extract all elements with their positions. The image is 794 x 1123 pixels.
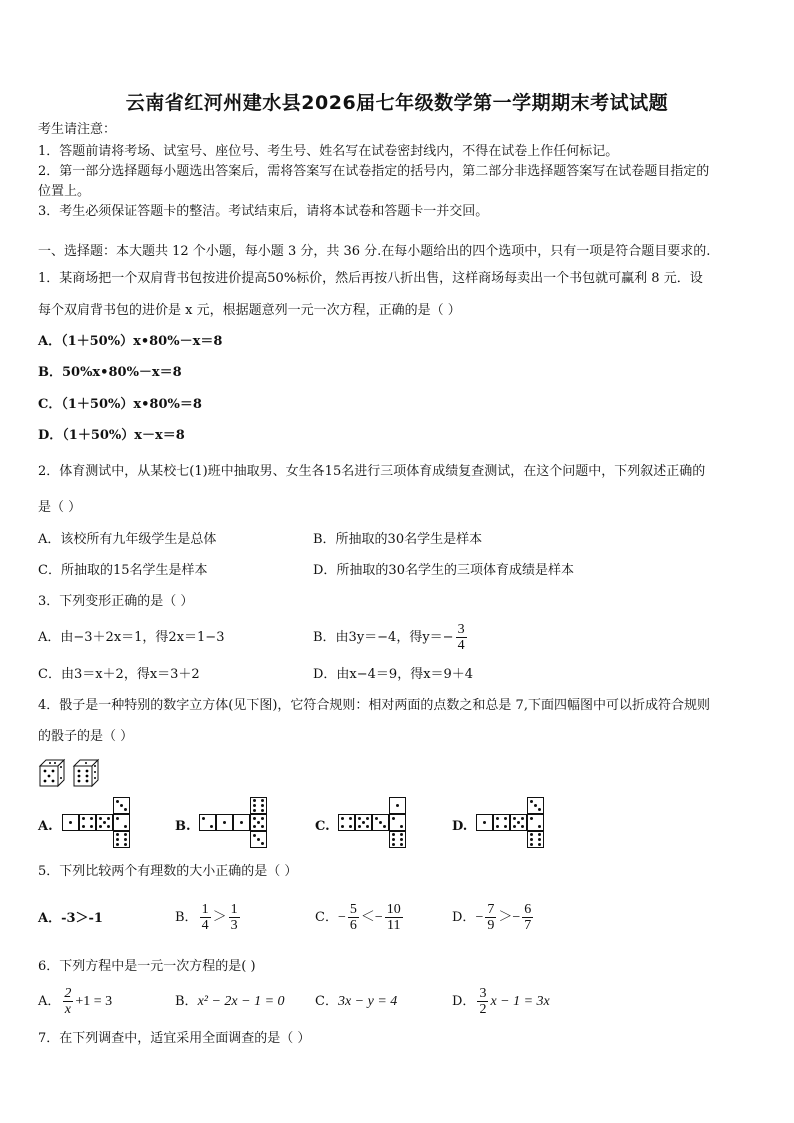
dice-pip bbox=[253, 804, 256, 807]
q6-option-a bbox=[38, 983, 112, 1021]
dice-pip bbox=[538, 825, 541, 828]
dice-pip bbox=[538, 843, 541, 846]
dice-pip bbox=[261, 799, 264, 802]
dice-pip bbox=[82, 825, 85, 828]
fraction-numerator: 1 bbox=[201, 902, 209, 917]
dice-pip bbox=[253, 834, 256, 837]
dice-pip bbox=[400, 833, 403, 836]
q1-option-a: A．（1＋50%）x•80%－x＝8 bbox=[38, 334, 223, 349]
dice-face bbox=[62, 814, 79, 831]
dice-pip bbox=[530, 817, 533, 820]
dice-pip bbox=[116, 838, 119, 841]
dice-face bbox=[79, 814, 96, 831]
dice-face bbox=[113, 831, 130, 848]
dice-pip bbox=[116, 817, 119, 820]
equation-rest: +1 = 3 bbox=[75, 994, 113, 1009]
fraction-numerator: 7 bbox=[487, 902, 495, 917]
q3-option-d: D．由x−4＝9，得x＝9＋4 bbox=[313, 667, 474, 682]
dice-pip bbox=[400, 825, 403, 828]
q2-stem: 2．体育测试中，从某校七(1)班中抽取男、女生各15名进行三项体育成绩复查测试，在这个问题中，下列叙述正确的 bbox=[38, 464, 706, 479]
dice-face bbox=[199, 814, 216, 831]
fraction-denominator: 6 bbox=[349, 918, 357, 933]
notice-item-2: 2．第一部分选择题每小题选出答案后，需将答案写在试卷指定的括号内，第二部分非选择题答案写在试卷题目指定的 bbox=[38, 164, 710, 179]
dice-pip bbox=[116, 833, 119, 836]
dice-pip bbox=[107, 817, 110, 820]
fraction-denominator: x bbox=[64, 1002, 71, 1017]
q6-option-b-label: B． bbox=[175, 994, 198, 1009]
q2-option-c: C．所抽取的15名学生是样本 bbox=[38, 563, 208, 578]
dice-pip bbox=[202, 817, 205, 820]
dice-example-1 bbox=[38, 758, 66, 788]
q6-option-b bbox=[175, 993, 285, 1010]
dice-pip bbox=[124, 808, 127, 811]
dice-pip bbox=[358, 817, 361, 820]
dice-pip bbox=[366, 817, 369, 820]
dice-pip bbox=[521, 817, 524, 820]
q3-option-b-fraction bbox=[456, 622, 467, 653]
dice-pip bbox=[349, 817, 352, 820]
dice-face bbox=[527, 831, 544, 848]
q5-option-b bbox=[175, 899, 242, 937]
dice-pip bbox=[383, 825, 386, 828]
q3-option-b-text: B．由3y＝−4，得y＝− bbox=[313, 630, 454, 645]
fraction-numerator: 1 bbox=[230, 902, 238, 917]
dice-pip bbox=[358, 825, 361, 828]
dice-pip bbox=[392, 843, 395, 846]
q5-option-b-label: B． bbox=[175, 910, 198, 925]
dice-pip bbox=[116, 843, 119, 846]
q6-option-a-label: A． bbox=[38, 994, 61, 1009]
dice-pip bbox=[82, 817, 85, 820]
dice-pip bbox=[253, 809, 256, 812]
q4-option-b-label: B. bbox=[175, 819, 191, 834]
dice-pip bbox=[90, 817, 93, 820]
equation: 3x − y = 4 bbox=[337, 994, 398, 1009]
dice-face bbox=[250, 797, 267, 814]
q5-option-a: A．-3＞-1 bbox=[38, 911, 103, 926]
fraction-denominator: 4 bbox=[457, 638, 465, 653]
q5-option-d-label: D． bbox=[452, 910, 476, 925]
dice-pip bbox=[521, 825, 524, 828]
dice-pip bbox=[107, 825, 110, 828]
fraction-denominator: 3 bbox=[230, 918, 238, 933]
dice-pip bbox=[253, 799, 256, 802]
dice-pip bbox=[210, 825, 213, 828]
q3-option-b bbox=[313, 620, 469, 656]
dice-pip bbox=[103, 821, 106, 824]
dice-pip bbox=[513, 825, 516, 828]
dice-face bbox=[372, 814, 389, 831]
dice-pip bbox=[341, 817, 344, 820]
q1-option-c: C．（1＋50%）x•80%＝8 bbox=[38, 397, 202, 412]
fraction-numerator: 3 bbox=[479, 986, 487, 1001]
dice-pip bbox=[538, 838, 541, 841]
dice-face bbox=[250, 831, 267, 848]
dice-pip bbox=[530, 843, 533, 846]
fraction-denominator: 7 bbox=[524, 918, 532, 933]
comparison-sign: ＞ bbox=[212, 910, 227, 925]
equation: x² − 2x − 1 = 0 bbox=[197, 994, 285, 1009]
fraction-denominator: 2 bbox=[479, 1002, 487, 1017]
dice-pip bbox=[99, 825, 102, 828]
dice-face bbox=[510, 814, 527, 831]
q5-option-c: C．− $\frac{5}{6}$ ＜− $\frac{10}{11}$ bbox=[315, 902, 401, 933]
q6-option-d bbox=[452, 983, 550, 1021]
dice-face bbox=[113, 797, 130, 814]
dice-pip bbox=[496, 825, 499, 828]
dice-pip bbox=[116, 800, 119, 803]
notice-heading: 考生请注意： bbox=[38, 122, 117, 137]
dice-pip bbox=[240, 821, 243, 824]
q3-stem: 3．下列变形正确的是（ ） bbox=[38, 594, 194, 609]
dice-face bbox=[338, 814, 355, 831]
dice-pip bbox=[538, 808, 541, 811]
q5-stem: 5．下列比较两个有理数的大小正确的是（ ） bbox=[38, 864, 298, 879]
dice-pip bbox=[261, 804, 264, 807]
dice-pip bbox=[534, 804, 537, 807]
comparison-sign: ＜ bbox=[360, 910, 375, 925]
q2-option-b: B．所抽取的30名学生是样本 bbox=[313, 532, 483, 547]
fraction-denominator: 4 bbox=[201, 918, 209, 933]
dice-pip bbox=[90, 825, 93, 828]
dice-pip bbox=[400, 838, 403, 841]
fraction-numerator: 10 bbox=[386, 902, 401, 917]
dice-pip bbox=[504, 825, 507, 828]
dice-pip bbox=[392, 833, 395, 836]
dice-pip bbox=[362, 821, 365, 824]
fraction-numerator: 6 bbox=[524, 902, 532, 917]
dice-face bbox=[389, 797, 406, 814]
dice-pip bbox=[375, 817, 378, 820]
dice-pip bbox=[257, 838, 260, 841]
q5-option-d: D．− $\frac{7}{9}$ ＞− $\frac{6}{7}$ bbox=[452, 902, 532, 933]
q2-option-a: A．该校所有九年级学生是总体 bbox=[38, 532, 217, 547]
q5-option-c-label: C． bbox=[315, 910, 338, 925]
section-heading: 一、选择题：本大题共 12 个小题，每小题 3 分，共 36 分.在每小题给出的四个选项中，只有一项是符合题目要求的. bbox=[38, 244, 711, 259]
q6-stem: 6．下列方程中是一元一次方程的是( ) bbox=[38, 959, 256, 974]
dice-pip bbox=[504, 817, 507, 820]
dice-face bbox=[250, 814, 267, 831]
comparison-sign: ＞ bbox=[498, 910, 513, 925]
dice-pip bbox=[261, 825, 264, 828]
dice-face bbox=[96, 814, 113, 831]
dice-pip bbox=[483, 821, 486, 824]
dice-pip bbox=[341, 825, 344, 828]
dice-face bbox=[527, 814, 544, 831]
q2-stem-cont: 是（ ） bbox=[38, 500, 82, 515]
fraction-numerator: 2 bbox=[64, 986, 72, 1001]
dice-pip bbox=[538, 833, 541, 836]
q4-option-d-label: D. bbox=[452, 819, 468, 834]
fraction-denominator: 9 bbox=[487, 918, 495, 933]
q4-stem-cont: 的骰子的是（ ） bbox=[38, 729, 134, 744]
dice-pip bbox=[366, 825, 369, 828]
dice-face bbox=[389, 831, 406, 848]
fraction-denominator: 11 bbox=[387, 918, 401, 933]
dice-face bbox=[113, 814, 130, 831]
dice-pip bbox=[349, 825, 352, 828]
q6-option-c-label: C． bbox=[315, 994, 338, 1009]
dice-pip bbox=[513, 817, 516, 820]
dice-pip bbox=[120, 804, 123, 807]
dice-pip bbox=[261, 817, 264, 820]
dice-pip bbox=[400, 843, 403, 846]
dice-face bbox=[389, 814, 406, 831]
dice-pip bbox=[517, 821, 520, 824]
dice-pip bbox=[223, 821, 226, 824]
dice-pip bbox=[379, 821, 382, 824]
q1-stem: 1．某商场把一个双肩背书包按进价提高50%标价，然后再按八折出售，这样商场每卖出一个书包就可赢利 8 元．设 bbox=[38, 271, 703, 286]
notice-item-2-cont: 位置上。 bbox=[38, 184, 91, 199]
q2-option-d: D．所抽取的30名学生的三项体育成绩是样本 bbox=[313, 563, 574, 578]
dice-pip bbox=[253, 817, 256, 820]
dice-pip bbox=[396, 804, 399, 807]
dice-pip bbox=[392, 817, 395, 820]
q1-option-d: D．（1＋50%）x－x＝8 bbox=[38, 428, 185, 443]
q6-option-d-label: D． bbox=[452, 994, 476, 1009]
dice-face bbox=[216, 814, 233, 831]
dice-pip bbox=[261, 809, 264, 812]
q1-stem-cont: 每个双肩背书包的进价是 x 元，根据题意列一元一次方程，正确的是（ ） bbox=[38, 303, 461, 318]
dice-example-2 bbox=[72, 758, 100, 788]
dice-pip bbox=[530, 833, 533, 836]
dice-pip bbox=[253, 825, 256, 828]
page-title: 云南省红河州建水县2026届七年级数学第一学期期末考试试题 bbox=[125, 92, 669, 114]
dice-pip bbox=[69, 821, 72, 824]
q3-option-a: A．由−3＋2x＝1，得2x＝1−3 bbox=[38, 630, 225, 645]
notice-item-1: 1．答题前请将考场、试室号、座位号、考生号、姓名写在试卷密封线内，不得在试卷上作任何标记。 bbox=[38, 144, 619, 159]
fraction-numerator: 5 bbox=[349, 902, 357, 917]
dice-pip bbox=[530, 838, 533, 841]
dice-pip bbox=[261, 842, 264, 845]
dice-pip bbox=[124, 838, 127, 841]
q1-option-b: B．50%x•80%－x＝8 bbox=[38, 365, 182, 380]
dice-pip bbox=[530, 800, 533, 803]
dice-pip bbox=[392, 838, 395, 841]
dice-face bbox=[493, 814, 510, 831]
dice-pip bbox=[257, 821, 260, 824]
q6-option-c bbox=[315, 993, 397, 1010]
dice-face bbox=[476, 814, 493, 831]
q4-stem: 4．骰子是一种特别的数字立方体(见下图)，它符合规则：相对两面的点数之和总是 7,下面四幅图中可以折成符合规则 bbox=[38, 698, 710, 713]
dice-face bbox=[527, 797, 544, 814]
dice-pip bbox=[124, 843, 127, 846]
fraction-numerator: 3 bbox=[457, 622, 465, 637]
q7-stem: 7．在下列调查中，适宜采用全面调查的是（ ） bbox=[38, 1031, 311, 1046]
dice-pip bbox=[496, 817, 499, 820]
dice-pip bbox=[124, 833, 127, 836]
q4-option-c-label: C. bbox=[315, 819, 330, 834]
equation-rest: x − 1 = 3x bbox=[490, 994, 550, 1009]
notice-item-3: 3．考生必须保证答题卡的整洁。考试结束后，请将本试卷和答题卡一并交回。 bbox=[38, 204, 489, 219]
q3-option-c: C．由3＝x＋2，得x＝3＋2 bbox=[38, 667, 200, 682]
q4-option-a-label: A. bbox=[38, 819, 53, 834]
dice-pip bbox=[99, 817, 102, 820]
dice-pip bbox=[124, 825, 127, 828]
dice-face bbox=[355, 814, 372, 831]
dice-face bbox=[233, 814, 250, 831]
